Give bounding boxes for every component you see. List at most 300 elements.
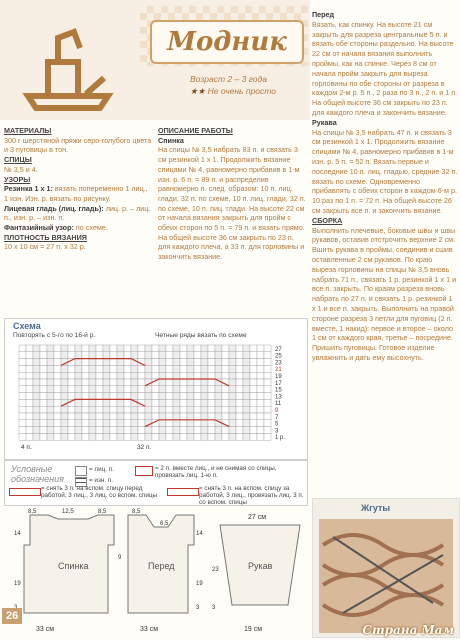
chart-cell bbox=[117, 386, 124, 393]
chart-cell bbox=[201, 399, 208, 406]
chart-cell bbox=[110, 399, 117, 406]
chart-cell bbox=[110, 420, 117, 427]
chart-cell bbox=[264, 433, 271, 440]
chart-cell bbox=[19, 420, 26, 427]
chart-cell bbox=[103, 352, 110, 359]
chart-cell bbox=[82, 427, 89, 434]
chart-cell bbox=[222, 352, 229, 359]
chart-cell bbox=[138, 386, 145, 393]
chart-cell bbox=[215, 345, 222, 352]
chart-cell bbox=[257, 345, 264, 352]
chart-cell bbox=[208, 345, 215, 352]
chart-cell bbox=[131, 386, 138, 393]
chart-cell bbox=[68, 379, 75, 386]
knit-legend: = лиц. п. bbox=[89, 466, 114, 473]
materials-column bbox=[4, 126, 152, 252]
chart-cell bbox=[173, 399, 180, 406]
chart-cell bbox=[117, 399, 124, 406]
front-side-c: 3 bbox=[196, 605, 200, 611]
chart-cell bbox=[131, 352, 138, 359]
chart-cell bbox=[152, 365, 159, 372]
chart-cell bbox=[110, 393, 117, 400]
chart-cell bbox=[89, 420, 96, 427]
chart-cell bbox=[131, 345, 138, 352]
chart-cell bbox=[40, 399, 47, 406]
chart-cell bbox=[194, 406, 201, 413]
chart-cell bbox=[47, 420, 54, 427]
chart-cell bbox=[159, 359, 166, 366]
chart-row-label: 13 bbox=[275, 394, 282, 401]
chart-cell bbox=[117, 427, 124, 434]
chart-cell bbox=[215, 433, 222, 440]
chart-cell bbox=[26, 372, 33, 379]
chart-cell bbox=[201, 365, 208, 372]
chart-cell bbox=[236, 433, 243, 440]
chart-cell bbox=[40, 427, 47, 434]
legend-box bbox=[4, 460, 308, 506]
chart-cell bbox=[250, 420, 257, 427]
front-top-label: 8,5 bbox=[132, 509, 141, 515]
chart-row-label: 23 bbox=[275, 360, 282, 367]
chart-cell bbox=[26, 393, 33, 400]
fancy-pattern bbox=[4, 223, 152, 233]
chart-cell bbox=[166, 420, 173, 427]
chart-cell bbox=[180, 393, 187, 400]
chart-cell bbox=[26, 413, 33, 420]
chart-cell bbox=[159, 413, 166, 420]
chart-cell bbox=[68, 345, 75, 352]
chart-cell bbox=[54, 352, 61, 359]
chart-cell bbox=[145, 386, 152, 393]
chart-cell bbox=[187, 372, 194, 379]
chart-cell bbox=[110, 365, 117, 372]
chart-cell bbox=[124, 399, 131, 406]
chart-cell bbox=[117, 413, 124, 420]
chart-cell bbox=[187, 413, 194, 420]
chart-cell bbox=[208, 379, 215, 386]
chart-cell bbox=[117, 420, 124, 427]
chart-cell bbox=[257, 379, 264, 386]
chart-cell bbox=[159, 379, 166, 386]
k2tog-symbol bbox=[135, 466, 153, 476]
chart-cell bbox=[54, 365, 61, 372]
chart-cell bbox=[166, 372, 173, 379]
chart-cell bbox=[89, 365, 96, 372]
chart-cell bbox=[131, 433, 138, 440]
chart-cell bbox=[187, 365, 194, 372]
chart-cell bbox=[236, 406, 243, 413]
chart-cell bbox=[194, 359, 201, 366]
chart-cell bbox=[89, 399, 96, 406]
chart-cell bbox=[124, 345, 131, 352]
chart-cell bbox=[61, 372, 68, 379]
chart-cell bbox=[89, 359, 96, 366]
chart-cell bbox=[208, 427, 215, 434]
chart-cell bbox=[208, 433, 215, 440]
chart-cell bbox=[40, 372, 47, 379]
chart-cell bbox=[75, 386, 82, 393]
chart-cell bbox=[54, 393, 61, 400]
chart-cell bbox=[124, 359, 131, 366]
chart-cell bbox=[19, 393, 26, 400]
chart-cell bbox=[33, 352, 40, 359]
chart-cell bbox=[159, 393, 166, 400]
chart-cell bbox=[82, 413, 89, 420]
chart-cell bbox=[89, 379, 96, 386]
chart-cell bbox=[173, 420, 180, 427]
chart-cell bbox=[110, 413, 117, 420]
chart-cell bbox=[194, 433, 201, 440]
chart-cell bbox=[201, 359, 208, 366]
chart-cell bbox=[215, 427, 222, 434]
chart-cell bbox=[82, 345, 89, 352]
chart-cell bbox=[131, 406, 138, 413]
chart-cell bbox=[40, 413, 47, 420]
chart-cell bbox=[33, 406, 40, 413]
chart-cell bbox=[68, 406, 75, 413]
chart-cell bbox=[173, 413, 180, 420]
chart-cell bbox=[40, 433, 47, 440]
chart-cell bbox=[131, 393, 138, 400]
chart-cell bbox=[40, 393, 47, 400]
chart-cell bbox=[33, 433, 40, 440]
chart-cell bbox=[145, 393, 152, 400]
chart-cell bbox=[33, 372, 40, 379]
chart-cell bbox=[236, 427, 243, 434]
patterns-heading: УЗОРЫ bbox=[4, 174, 31, 184]
chart-cell bbox=[194, 365, 201, 372]
back-side-a: 14 bbox=[14, 531, 21, 537]
chart-cell bbox=[47, 345, 54, 352]
materials-heading: МАТЕРИАЛЫ bbox=[4, 126, 52, 135]
chart-cell bbox=[243, 352, 250, 359]
chart-cell bbox=[257, 372, 264, 379]
chart-cell bbox=[222, 413, 229, 420]
back-top-c: 8,5 bbox=[98, 509, 107, 515]
chart-cell bbox=[40, 352, 47, 359]
chart-cell bbox=[257, 433, 264, 440]
chart-cell bbox=[201, 406, 208, 413]
chart-cell bbox=[61, 406, 68, 413]
chart-cell bbox=[96, 399, 103, 406]
chart-cell bbox=[166, 359, 173, 366]
chart-cell bbox=[222, 399, 229, 406]
rib-pattern bbox=[4, 184, 152, 203]
chart-cell bbox=[250, 427, 257, 434]
chart-cell bbox=[222, 427, 229, 434]
chart-row-label: 5 bbox=[275, 421, 279, 428]
chart-cell bbox=[229, 427, 236, 434]
chart-cell bbox=[215, 365, 222, 372]
back-heading: Спинка bbox=[158, 135, 184, 145]
chart-cell bbox=[145, 406, 152, 413]
back-piece bbox=[14, 509, 114, 633]
sleeves-heading: Рукава bbox=[312, 117, 337, 127]
needles-heading: СПИЦЫ bbox=[4, 155, 32, 165]
chart-cell bbox=[117, 406, 124, 413]
chart-cell bbox=[257, 352, 264, 359]
chart-cell bbox=[243, 372, 250, 379]
chart-cell bbox=[96, 345, 103, 352]
chart-cell bbox=[236, 352, 243, 359]
chart-cell bbox=[236, 345, 243, 352]
sleeve-label: Рукав bbox=[248, 561, 273, 571]
chart-cell bbox=[103, 386, 110, 393]
chart-cell bbox=[82, 420, 89, 427]
chart-cell bbox=[159, 372, 166, 379]
chart-cell bbox=[229, 386, 236, 393]
chart-cell bbox=[47, 372, 54, 379]
chart-cell bbox=[19, 365, 26, 372]
chart-cell bbox=[138, 427, 145, 434]
chart-cell bbox=[173, 345, 180, 352]
chart-cell bbox=[103, 345, 110, 352]
chart-cell bbox=[264, 345, 271, 352]
chart-cell bbox=[145, 359, 152, 366]
chart-cell bbox=[89, 413, 96, 420]
chart-cell bbox=[40, 386, 47, 393]
chart-cell bbox=[33, 365, 40, 372]
chart-cell bbox=[264, 413, 271, 420]
chart-cell bbox=[68, 365, 75, 372]
chart-cell bbox=[33, 399, 40, 406]
chart-cell bbox=[138, 372, 145, 379]
chart-cell bbox=[19, 427, 26, 434]
chart-cell bbox=[82, 379, 89, 386]
chart-cell bbox=[173, 406, 180, 413]
chart-cell bbox=[208, 365, 215, 372]
age-label: Возраст 2 – 3 года bbox=[190, 74, 267, 84]
back-width-label: 33 см bbox=[36, 626, 55, 633]
front-heading: Перед bbox=[312, 10, 335, 19]
chart-cell bbox=[47, 413, 54, 420]
chart-cell bbox=[264, 359, 271, 366]
chart-cell bbox=[75, 413, 82, 420]
needles-text: № 3,5 и 4. bbox=[4, 164, 38, 174]
chart-cell bbox=[152, 427, 159, 434]
chart-cell bbox=[264, 393, 271, 400]
chart-cell bbox=[243, 386, 250, 393]
chart-cell bbox=[152, 386, 159, 393]
chart-cell bbox=[40, 345, 47, 352]
chart-cell bbox=[166, 379, 173, 386]
chart-cell bbox=[208, 359, 215, 366]
chart-cell bbox=[264, 406, 271, 413]
chart-cell bbox=[61, 345, 68, 352]
chart-cell bbox=[152, 345, 159, 352]
chart-cell bbox=[222, 372, 229, 379]
assembly-text: Выполнить плечевые, боковые швы и швы рукавов, оставив отстрочить верхние 2 см. Вшить рукава в проймы, соединив и сшив оставленные 2 см рукавов. По краю выреза горловины на спицы № 3,5 вновь набрать 71 п., связать 1 р. резинкой 1 х 1 и все п. закрыть. По краям разреза вновь набрать по 27 п. и связать 1 р. резинкой 1 х 1 и все п. закрыть. Выполнить на правой стороне разреза 3 петли для пуговиц (2 п. вместе, 1 накид): первое и второе – около 1 см от каждого края, третье – посредине. Пришить пуговицы. Готовое изделие увлажнить и дать ему высохнуть. bbox=[312, 225, 457, 362]
back-top-a: 8,5 bbox=[28, 509, 37, 515]
chart-cell bbox=[124, 393, 131, 400]
chart-cell bbox=[166, 433, 173, 440]
chart-cell bbox=[208, 399, 215, 406]
cable-left-symbol bbox=[9, 488, 41, 496]
chart-cell bbox=[68, 393, 75, 400]
chart-cell bbox=[187, 386, 194, 393]
chart-cell bbox=[250, 372, 257, 379]
chart-cell bbox=[173, 359, 180, 366]
chart-cell bbox=[180, 379, 187, 386]
chart-cell bbox=[82, 365, 89, 372]
chart-cell bbox=[257, 399, 264, 406]
watermark-brand: Страна Мам bbox=[362, 623, 454, 637]
chart-cell bbox=[215, 352, 222, 359]
chart-cell bbox=[75, 379, 82, 386]
chart-cell bbox=[180, 372, 187, 379]
chart-cell bbox=[54, 345, 61, 352]
chart-cell bbox=[47, 433, 54, 440]
chart-cell bbox=[145, 413, 152, 420]
chart-cell bbox=[26, 420, 33, 427]
chart-cell bbox=[103, 359, 110, 366]
chart-cell bbox=[89, 352, 96, 359]
chart-cell bbox=[257, 413, 264, 420]
chart-cell bbox=[187, 406, 194, 413]
back-side-b: 19 bbox=[14, 581, 21, 587]
chart-cell bbox=[145, 372, 152, 379]
chart-cell bbox=[124, 372, 131, 379]
chart-cell bbox=[103, 427, 110, 434]
sleeves-text: На спицы № 3,5 набрать 47 п. и связать 3 см резинкой 1 х 1. Продолжить вязание спицами № 4, равномерно прибавив в 1-м изн. р. 5 п. = 52 п. Вязать первые и последние 10 п. лиц. гладью, средние 32 п. вязать по схеме. Одновременно прибавлять с обеих сторон в каждом 6-м р. 10 раз по 1 п. = 72 п. На общей высоте 26 см закрыть все п. и закончить вязание. bbox=[312, 127, 458, 215]
chart-cell bbox=[124, 379, 131, 386]
pattern-pieces bbox=[0, 505, 310, 635]
chart-cell bbox=[236, 379, 243, 386]
chart-cell bbox=[110, 345, 117, 352]
chart-row-label: 7 bbox=[275, 414, 279, 421]
cable-right-legend: = снять 3 п. на вспом. спицу за работой, 3 лиц., провязать лиц. 3 п. со вспом. спицы bbox=[199, 485, 304, 506]
difficulty-text: Не очень просто bbox=[207, 86, 276, 96]
chart-cell bbox=[152, 352, 159, 359]
chart-cell bbox=[166, 399, 173, 406]
chart-cell bbox=[82, 399, 89, 406]
chart-cell bbox=[166, 413, 173, 420]
chart-cell bbox=[229, 433, 236, 440]
chart-cell bbox=[131, 372, 138, 379]
chart-cell bbox=[82, 406, 89, 413]
rib-label: Резинка 1 х 1: bbox=[4, 184, 53, 194]
chart-cell bbox=[68, 386, 75, 393]
stockinette-text: лиц. р. – лиц. п., изн. р. – изн. п. bbox=[4, 203, 151, 223]
chart-title: Схема bbox=[13, 321, 41, 331]
chart-cell bbox=[243, 427, 250, 434]
chart-cell bbox=[166, 393, 173, 400]
chart-cell bbox=[145, 399, 152, 406]
chart-cell bbox=[96, 352, 103, 359]
chart-cell bbox=[187, 359, 194, 366]
chart-cell bbox=[110, 359, 117, 366]
chart-cell bbox=[215, 406, 222, 413]
chart-cell bbox=[19, 359, 26, 366]
chart-cell bbox=[26, 359, 33, 366]
chart-cell bbox=[103, 433, 110, 440]
chart-cell bbox=[54, 427, 61, 434]
chart-cell bbox=[61, 352, 68, 359]
chart-cell bbox=[194, 352, 201, 359]
chart-cell bbox=[54, 359, 61, 366]
chart-cell bbox=[26, 352, 33, 359]
chart-cell bbox=[89, 393, 96, 400]
chart-cell bbox=[138, 413, 145, 420]
chart-cell bbox=[117, 379, 124, 386]
chart-cell bbox=[215, 372, 222, 379]
chart-cell bbox=[166, 406, 173, 413]
chart-cell bbox=[19, 386, 26, 393]
chart-cell bbox=[201, 352, 208, 359]
chart-cell bbox=[124, 386, 131, 393]
chart-cell bbox=[26, 399, 33, 406]
chart-cell bbox=[75, 393, 82, 400]
chart-cell bbox=[19, 372, 26, 379]
chart-cell bbox=[208, 420, 215, 427]
chart-row-label: 19 bbox=[275, 374, 282, 380]
chart-cell bbox=[33, 427, 40, 434]
stockinette-label: Лицевая гладь (лиц. гладь): bbox=[4, 203, 104, 213]
sleeve-piece bbox=[212, 514, 300, 633]
chart-cell bbox=[117, 345, 124, 352]
chart-cell bbox=[187, 379, 194, 386]
chart-cell bbox=[75, 365, 82, 372]
chart-row-label: 3 bbox=[275, 428, 279, 435]
chart-cell bbox=[96, 386, 103, 393]
chart-cell bbox=[222, 393, 229, 400]
chart-width-label: 32 п. bbox=[137, 444, 152, 452]
chart-cell bbox=[131, 413, 138, 420]
chart-cell bbox=[19, 399, 26, 406]
chart-cell bbox=[138, 352, 145, 359]
sleeve-width-label: 19 см bbox=[244, 626, 263, 633]
chart-cell bbox=[68, 420, 75, 427]
chart-cell bbox=[82, 352, 89, 359]
chart-cell bbox=[201, 372, 208, 379]
chart-cell bbox=[236, 372, 243, 379]
description-heading: ОПИСАНИЕ РАБОТЫ bbox=[158, 126, 233, 135]
chart-cell bbox=[110, 372, 117, 379]
chart-cell bbox=[110, 427, 117, 434]
chart-cell bbox=[250, 386, 257, 393]
chart-cell bbox=[264, 399, 271, 406]
chart-cell bbox=[131, 427, 138, 434]
chart-cell bbox=[257, 427, 264, 434]
chart-cell bbox=[222, 365, 229, 372]
purl-legend: = изн. п. bbox=[89, 477, 113, 484]
fancy-label: Фантазийный узор: bbox=[4, 223, 74, 233]
chart-cell bbox=[117, 433, 124, 440]
chart-cell bbox=[40, 379, 47, 386]
chart-cell bbox=[187, 399, 194, 406]
chart-cell bbox=[26, 427, 33, 434]
chart-cell bbox=[117, 352, 124, 359]
chart-cell bbox=[110, 386, 117, 393]
chart-cell bbox=[33, 420, 40, 427]
chart-cell bbox=[82, 359, 89, 366]
chart-cell bbox=[54, 413, 61, 420]
chart-cell bbox=[264, 372, 271, 379]
chart-cell bbox=[236, 393, 243, 400]
chart-cell bbox=[201, 345, 208, 352]
chart-cell bbox=[152, 433, 159, 440]
chart-cell bbox=[96, 406, 103, 413]
chart-cell bbox=[75, 345, 82, 352]
chart-cell bbox=[138, 420, 145, 427]
chart-cell bbox=[54, 379, 61, 386]
chart-row-label: 15 bbox=[275, 387, 282, 394]
chart-cell bbox=[236, 399, 243, 406]
chart-cell bbox=[180, 413, 187, 420]
chart-cell bbox=[110, 433, 117, 440]
page-number: 26 bbox=[2, 608, 22, 624]
chart-cell bbox=[250, 413, 257, 420]
